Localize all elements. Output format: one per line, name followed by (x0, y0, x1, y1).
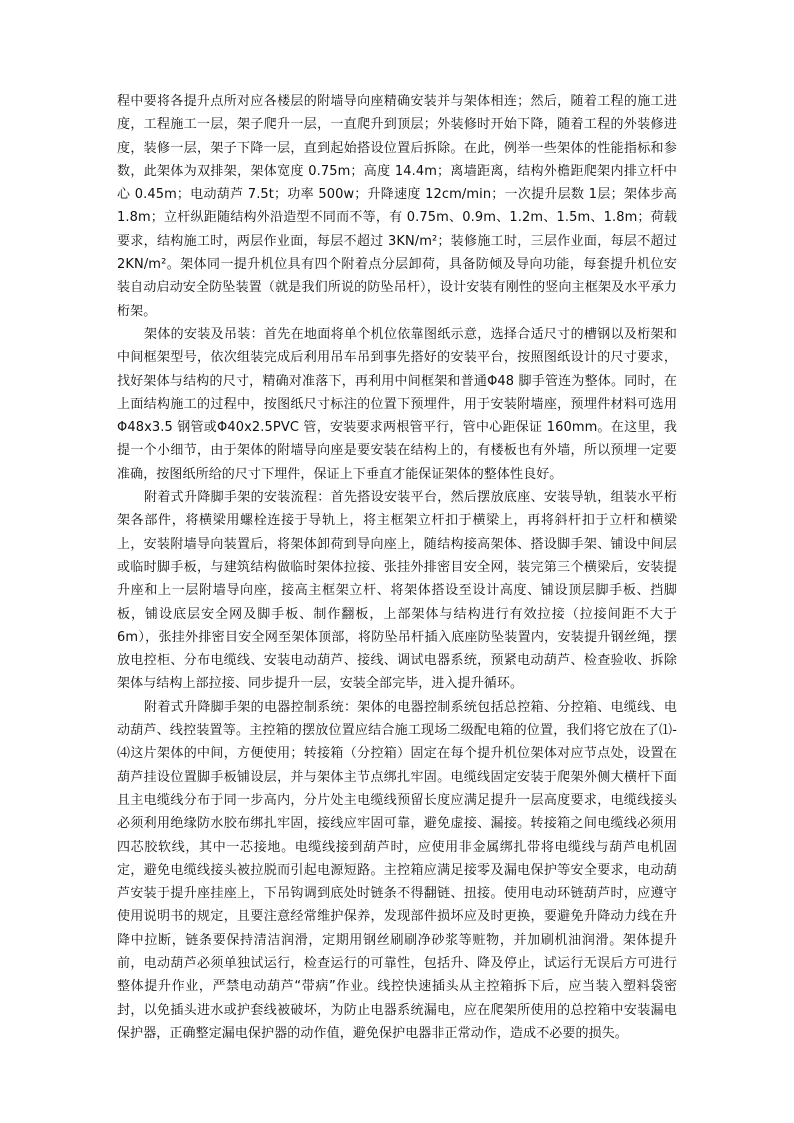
document-page (117, 90, 677, 1090)
paragraph-climbing-process: 程中要将各提升点所对应各楼层的附墙导向座精确安装并与架体相连；然后，随着工程的施工进度，工程施工一层，架子爬升一层，一直爬升到顶层；外装修时开始下降，随着工程的外装修进度，装修一层，架子下降一层，直到起始搭设位置后拆除。在此，例举一些架体的性能指标和参数，此架体为双排架，架体宽度 0.75m；高度 14.4m；离墙距离，结构外檐距爬架内排立杆中心 0.45m；电动葫芦 7.5t；功率 500w；升降速度 12cm/min；一次提升层数 1层；架体步高 1.8m；立杆纵距随结构外沿造型不同而不等，有 0.75m、0.9m、1.2m、1.5m、1.8m；荷载要求，结构施工时，两层作业面，每层不超过 3KN/m²；装修施工时，三层作业面，每层不超过 2KN/m²。架体同一提升机位具有四个附着点分层卸荷，具备防倾及导向功能，每套提升机位安装自动启动安全防坠装置（就是我们所说的防坠吊杆），设计安装有刚性的竖向主框架及水平承力桁架。 (117, 94, 677, 319)
paragraph-frame-installation-hoisting: 架体的安装及吊装：首先在地面将单个机位依靠图纸示意，选择合适尺寸的槽钢以及桁架和中间框架型号，依次组装完成后利用吊车吊到事先搭好的安装平台，按照图纸设计的尺寸要求，找好架体与结构的尺寸，精确对准落下，再利用中间框架和普通Φ48 脚手管连为整体。同时，在上面结构施工的过程中，按图纸尺寸标注的位置下预埋件，用于安装附墙座，预埋件材料可选用Φ48x3.5 钢管或Φ40x2.5PVC 管，安装要求两根管平行，管中心距保证 160mm。在这里，我提一个小细节，由于架体的附墙导向座是要安装在结构上的，有楼板也有外墙，所以预埋一定要准确，按图纸所给的尺寸下埋件，保证上下垂直才能保证架体的整体性良好。 (117, 326, 677, 482)
paragraph-electrical-control-system: 附着式升降脚手架的电器控制系统：架体的电器控制系统包括总控箱、分控箱、电缆线、电动葫芦、线控装置等。主控箱的摆放位置应结合施工现场二级配电箱的位置，我们将它放在了⑴-⑷这片架体的中间，方便使用；转接箱（分控箱）固定在每个提升机位架体对应节点处，设置在葫芦挂设位置脚手板铺设层，并与架体主节点绑扎牢固。电缆线固定安装于爬架外侧大横杆下面且主电缆线分布于同一步高内，分片处主电缆线预留长度应满足提升一层高度要求，电缆线接头必须利用绝缘防水胶布绑扎牢固，接线应牢固可靠，避免虚接、漏接。转接箱之间电缆线必须用四芯胶软线，其中一芯接地。电缆线接到葫芦时，应使用非金属绑扎带将电缆线与葫芦电机固定，避免电缆线接头被拉脱而引起电源短路。主控箱应满足接零及漏电保护等安全要求，电动葫芦安装于提升座挂座上，下吊钩调到底处时链条不得翻链、扭接。使用电动环链葫芦时，应遵守使用说明书的规定，且要注意经常维护保养，发现部件损坏应及时更换，要避免升降动力线在升降中拉断，链条要保持清洁润滑，定期用钢丝刷刷净砂浆等赃物，并加刷机油润滑。架体提升前，电动葫芦必须单独试运行，检查运行的可靠性，包括升、降及停止，试运行无误后方可进行整体提升作业，严禁电动葫芦“带病”作业。线控快速插头从主控箱拆下后，应当装入塑料袋密封，以免插头进水或护套线被破坏，为防止电器系统漏电，应在爬架所使用的总控箱中安装漏电保护器，正确整定漏电保护器的动作值，避免保护电器非正常动作，造成不必要的损失。 (117, 699, 677, 1041)
paragraph-installation-flow: 附着式升降脚手架的安装流程：首先搭设安装平台，然后摆放底座、安装导轨，组装水平桁架各部件，将横梁用螺栓连接于导轨上，将主框架立杆扣于横梁上，再将斜杆扣于立杆和横梁上，安装附墙导向装置后，将架体卸荷到导向座上，随结构接高架体、搭设脚手架、铺设中间层或临时脚手板，与建筑结构做临时架体拉接、张挂外排密目安全网，装完第三个横梁后，安装提升座和上一层附墙导向座，接高主框架立杆、将架体搭设至设计高度、铺设顶层脚手板、挡脚板，铺设底层安全网及脚手板、制作翻板，上部架体与结构进行有效拉接（拉接间距不大于 6m），张挂外排密目安全网至架体顶部，将防坠吊杆插入底座防坠装置内，安装提升钢丝绳，摆放电控柜、分布电缆线、安装电动葫芦、接线、调试电器系统，预紧电动葫芦、检查验收、拆除架体与结构上部拉接、同步提升一层，安装全部完毕，进入提升循环。 (117, 490, 677, 692)
